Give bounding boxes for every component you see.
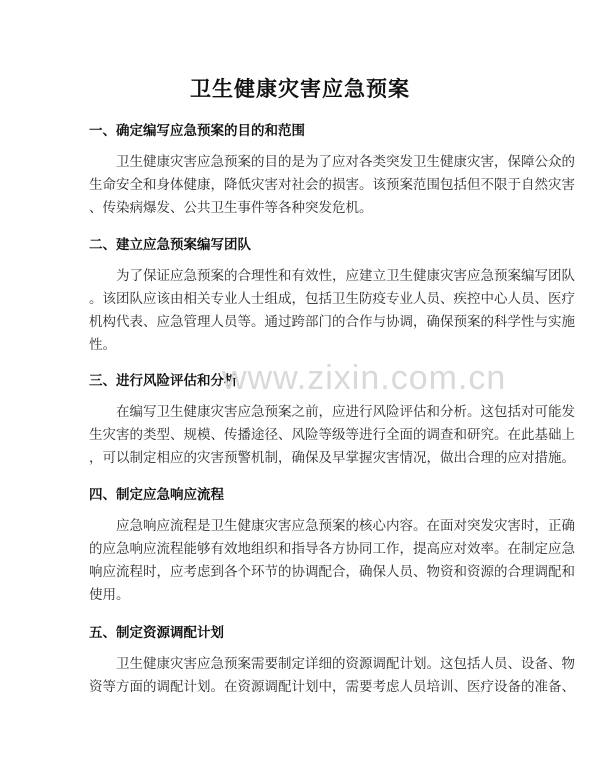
document-title: 卫生健康灾害应急预案 bbox=[190, 77, 410, 101]
paragraph-line: 应急响应流程是卫生健康灾害应急预案的核心内容。在面对突发灾害时，正确 bbox=[116, 518, 575, 534]
section-heading: 四、制定应急响应流程 bbox=[89, 487, 224, 503]
paragraph-line: 在编写卫生健康灾害应急预案之前，应进行风险评估和分析。这包括对可能发 bbox=[116, 404, 575, 420]
paragraph-line: 资等方面的调配计划。在资源调配计划中，需要考虑人员培训、医疗设备的准备、 bbox=[89, 679, 575, 695]
section bbox=[89, 234, 575, 357]
paragraph-line: 卫生健康灾害应急预案需要制定详细的资源调配计划。这包括人员、设备、物 bbox=[116, 656, 575, 672]
section-heading: 三、进行风险评估和分析 bbox=[89, 373, 238, 389]
paragraph-line: 响应流程时，应考虑到各个环节的协调配合，确保人员、物资和资源的合理调配和 bbox=[89, 564, 575, 580]
section bbox=[89, 622, 575, 699]
section bbox=[89, 120, 575, 220]
paragraph-line: 使用。 bbox=[89, 587, 130, 603]
paragraph-line: 。该团队应该由相关专业人士组成，包括卫生防疫专业人员、疾控中心人员、医疗 bbox=[89, 291, 575, 307]
watermark: www.zixin.com.cn bbox=[222, 359, 507, 397]
paragraph-line: 机构代表、应急管理人员等。通过跨部门的合作与协调，确保预案的科学性与实施 bbox=[89, 314, 575, 330]
paragraph-line: 生灾害的类型、规模、传播途径、风险等级等进行全面的调查和研究。在此基础上 bbox=[89, 427, 575, 443]
paragraph-line: 卫生健康灾害应急预案的目的是为了应对各类突发卫生健康灾害，保障公众的 bbox=[116, 154, 575, 170]
paragraph-line: ，可以制定相应的灾害预警机制，确保及早掌握灾害情况，做出合理的应对措施。 bbox=[89, 450, 575, 466]
paragraph-line: 生命安全和身体健康，降低灾害对社会的损害。该预案范围包括但不限于自然灾害 bbox=[89, 177, 575, 193]
section-heading: 二、建立应急预案编写团队 bbox=[89, 237, 251, 253]
section bbox=[89, 370, 575, 470]
section-heading: 五、制定资源调配计划 bbox=[89, 625, 224, 641]
section-heading: 一、确定编写应急预案的目的和范围 bbox=[89, 123, 305, 139]
section bbox=[89, 484, 575, 607]
paragraph-line: 性。 bbox=[89, 337, 116, 353]
paragraph-line: 、传染病爆发、公共卫生事件等各种突发危机。 bbox=[89, 200, 373, 216]
paragraph-line: 的应急响应流程能够有效地组织和指导各方协同工作，提高应对效率。在制定应急 bbox=[89, 541, 575, 557]
paragraph-line: 为了保证应急预案的合理性和有效性，应建立卫生健康灾害应急预案编写团队 bbox=[116, 268, 575, 284]
